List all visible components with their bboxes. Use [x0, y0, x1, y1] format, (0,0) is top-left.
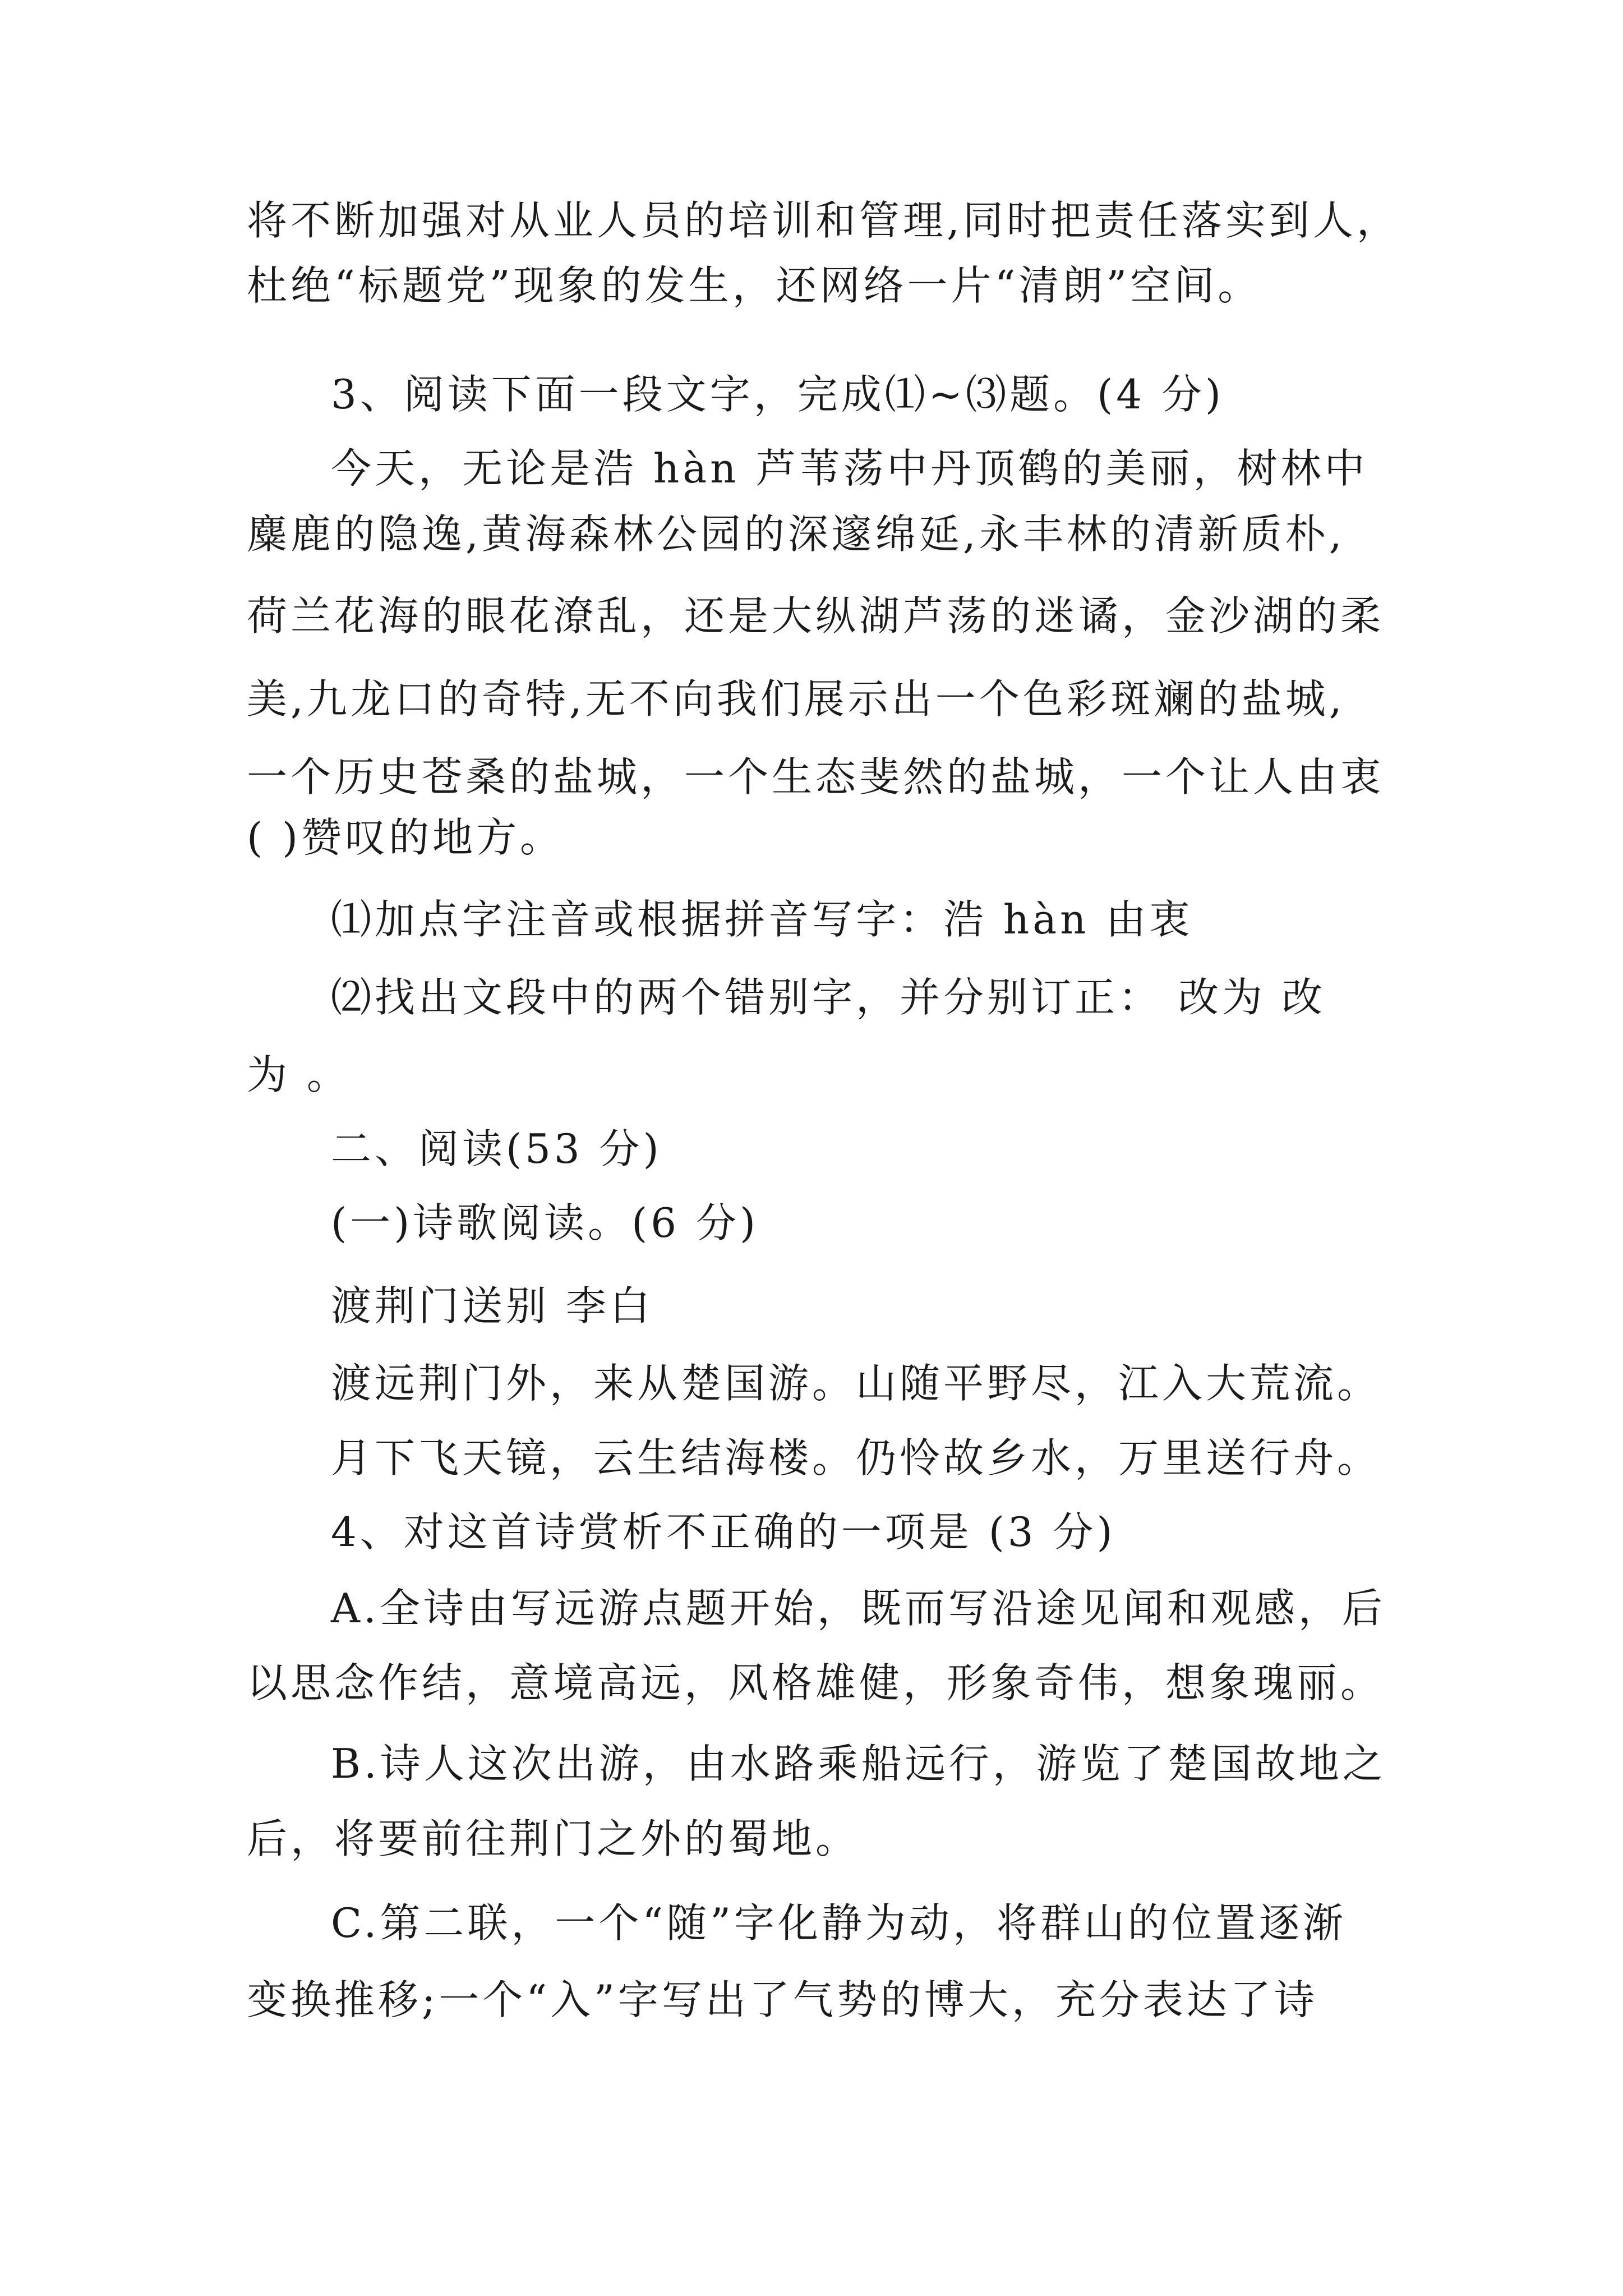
poem-title: 渡荆门送别 李白 [331, 1282, 653, 1329]
option-c: C.第二联，一个“随”字化静为动，将群山的位置逐渐 [331, 1899, 1347, 1947]
text-line: 杜绝“标题党”现象的发生，还网络一片“清朗”空间。 [247, 262, 1262, 309]
text-line: 为 。 [247, 1051, 351, 1098]
text-line: 后，将要前往荆门之外的蜀地。 [247, 1815, 860, 1862]
text-line: 今天，无论是浩 hàn 芦苇荡中丹顶鹤的美丽，树林中 [331, 445, 1368, 492]
text-line: 荷兰花海的眼花潦乱，还是大纵湖芦荡的迷谲，金沙湖的柔 [247, 592, 1385, 639]
text-line: 变换推移;一个“入”字写出了气势的博大，充分表达了诗 [247, 1976, 1318, 2023]
text-line: 以思念作结，意境高远，风格雄健，形象奇伟，想象瑰丽。 [247, 1659, 1385, 1706]
option-b: B.诗人这次出游，由水路乘船远行，游览了楚国故地之 [331, 1740, 1386, 1787]
poem-line: 月下飞天镜，云生结海楼。仍怜故乡水，万里送行舟。 [331, 1434, 1381, 1481]
section-heading: 二、阅读(53 分) [331, 1125, 662, 1172]
text-line: 美,九龙口的奇特,无不向我们展示出一个色彩斑斓的盐城, [247, 675, 1345, 723]
text-line: ( )赞叹的地方。 [247, 814, 564, 861]
option-a: A.全诗由写远游点题开始，既而写沿途见闻和观感，后 [331, 1585, 1386, 1632]
sub-question-2: ⑵找出文段中的两个错别字，并分别订正： 改为 改 [331, 974, 1326, 1021]
poem-line: 渡远荆门外，来从楚国游。山随平野尽，江入大荒流。 [331, 1360, 1381, 1407]
sub-question-1: ⑴加点字注音或根据拼音写字：浩 hàn 由衷 [331, 896, 1193, 943]
question-3-heading: 3、阅读下面一段文字，完成⑴~⑶题。(4 分) [331, 371, 1225, 418]
text-line: 麋鹿的隐逸,黄海森林公园的深邃绵延,永丰林的清新质朴, [247, 510, 1345, 558]
text-line: 一个历史苍桑的盐城，一个生态斐然的盐城，一个让人由衷 [247, 753, 1385, 800]
question-4-heading: 4、对这首诗赏析不正确的一项是 (3 分) [331, 1508, 1116, 1556]
subsection-heading: (一)诗歌阅读。(6 分) [331, 1199, 759, 1246]
text-line: 将不断加强对从业人员的培训和管理,同时把责任落实到人， [247, 197, 1400, 244]
